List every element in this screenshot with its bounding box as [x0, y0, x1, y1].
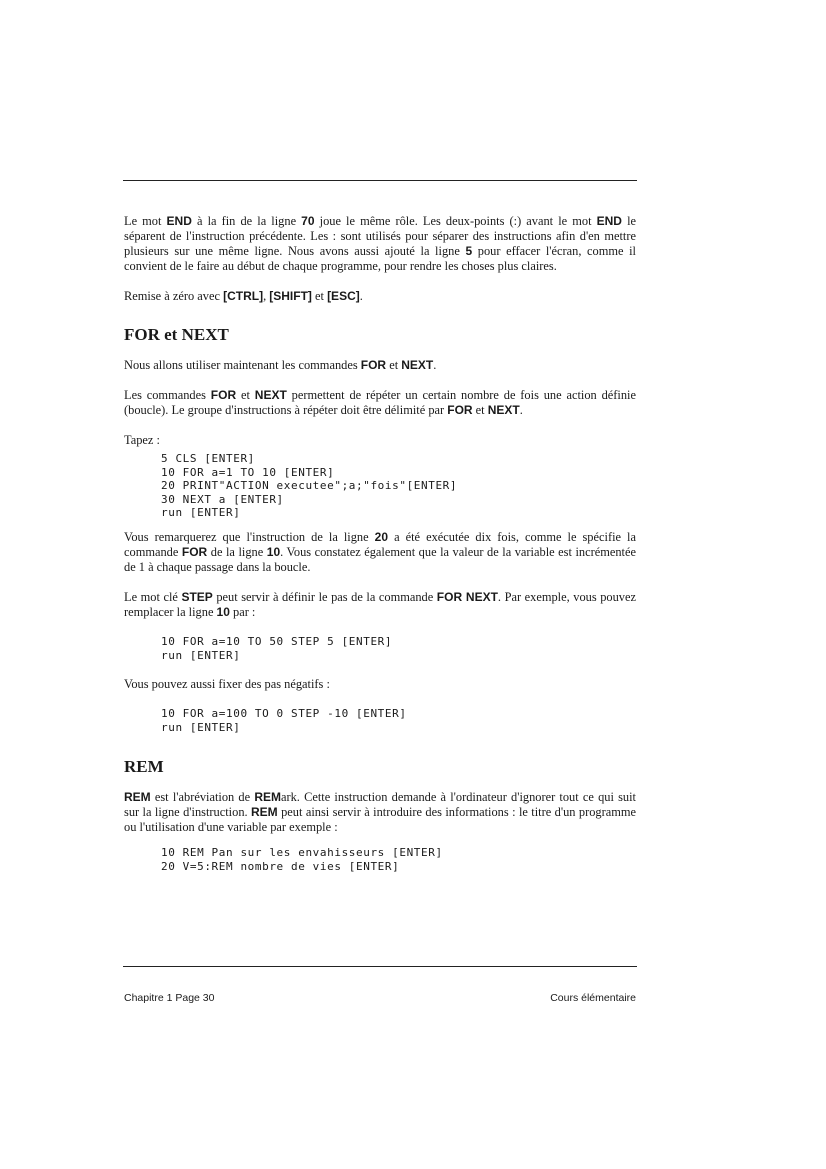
footer-course-title: Cours élémentaire — [550, 992, 636, 1004]
code-block-step: 10 FOR a=10 TO 50 STEP 5 [ENTER] run [ENTER] — [161, 634, 393, 662]
code-block-negative-step: 10 FOR a=100 TO 0 STEP -10 [ENTER] run [ENTER] — [161, 707, 407, 734]
paragraph-for-next-description: Les commandes FOR et NEXT permettent de répéter un certain nombre de fois une action définie (boucle). Le groupe d'instructions à répéter doit être délimité par FOR et NEXT. — [124, 388, 637, 417]
paragraph-tapez: Tapez : — [124, 433, 160, 447]
paragraph-step: Le mot clé STEP peut servir à définir le pas de la commande FOR NEXT. Par exemple, vous pouvez remplacer la ligne 10 par : — [124, 589, 636, 619]
paragraph-reset: Remise à zéro avec [CTRL], [SHIFT] et [ESC]. — [124, 289, 363, 303]
page-content — [124, 214, 636, 874]
footer-chapter-page: Chapitre 1 Page 30 — [124, 992, 215, 1004]
heading-for-next: FOR et NEXT — [124, 325, 229, 344]
paragraph-rem-description: REM est l'abréviation de REMark. Cette instruction demande à l'ordinateur d'ignorer tout ce qui suit sur la ligne d'instruction. REM peut ainsi servir à introduire des informations : le titre d'un programme ou l'utilisation d'une variable par exemple : — [124, 790, 636, 835]
paragraph-for-next-intro: Nous allons utiliser maintenant les commandes FOR et NEXT. — [124, 358, 437, 372]
heading-rem: REM — [124, 757, 164, 777]
top-rule — [123, 180, 637, 181]
code-block-for-loop: 5 CLS [ENTER] 10 FOR a=1 TO 10 [ENTER] 20 PRINT"ACTION executee";a;"fois"[ENTER] 30 NEXT a [ENTER] run [ENTER] — [161, 452, 458, 520]
code-block-rem: 10 REM Pan sur les envahisseurs [ENTER] 20 V=5:REM nombre de vies [ENTER] — [161, 846, 443, 873]
paragraph-loop-result: Vous remarquerez que l'instruction de la ligne 20 a été exécutée dix fois, comme le spécifie la commande FOR de la ligne 10. Vous constatez également que la valeur de la variable est incrémentée de 1 à chaque passage dans la boucle. — [124, 529, 636, 574]
bottom-rule — [123, 966, 637, 967]
paragraph-end-explanation: Le mot END à la fin de la ligne 70 joue le même rôle. Les deux-points (:) avant le mot END le séparent de l'instruction précédente. Les : sont utilisés pour séparer des instructions afin d'en mettre plusieurs sur une même ligne. Nous avons aussi ajouté la ligne 5 pour effacer l'écran, comme il convient de le faire au début de chaque programme, pour rendre les choses plus claires. — [124, 214, 637, 273]
paragraph-negative-step: Vous pouvez aussi fixer des pas négatifs : — [124, 677, 330, 692]
